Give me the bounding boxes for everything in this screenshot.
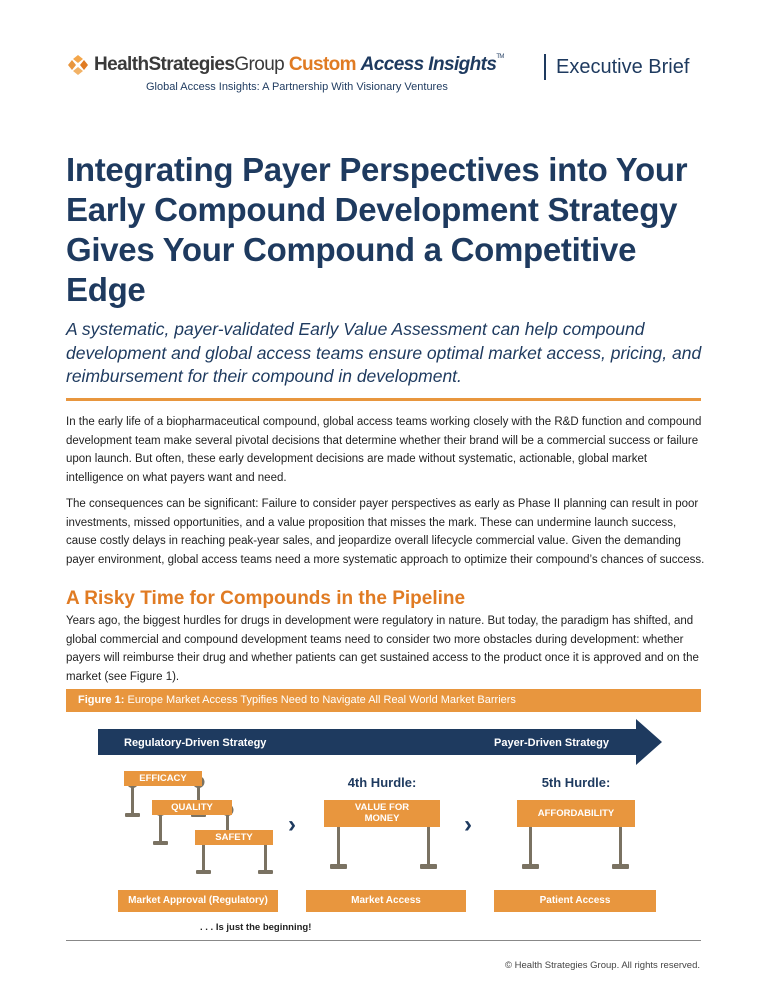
logo-trademark: TM [496,54,504,60]
chevron-right-icon: › [464,811,472,838]
fourth-hurdle-label: 4th Hurdle: [347,775,417,790]
copyright: © Health Strategies Group. All rights reserved. [505,960,700,971]
divider [66,398,701,401]
affordability-label: AFFORDABILITY [537,808,615,819]
quality-label: QUALITY [171,802,213,813]
page-title: Integrating Payer Perspectives into Your Early Compound Development Strategy Gives Your Compound a Competitive Edge [66,151,688,308]
header [66,50,706,100]
hurdles-diagram [66,712,706,942]
figure-caption-bar [66,689,701,712]
regulatory-strategy-label: Regulatory-Driven Strategy [124,737,267,749]
logo-health-strategies: HealthStrategies [94,54,235,75]
tagline: Global Access Insights: A Partnership With Visionary Ventures [146,81,448,93]
consequences-paragraph: The consequences can be significant: Failure to consider payer perspectives as early as Phase II planning can result in poor investments, missed opportunities, and a value proposition that misses the mark. These can undermine launch success, cause costly delays in reaching peak-year sales, and jeopardize overall lifecycle commercial value. Given the demanding payer environment, global access teams need a more systematic approach to optimize their compound’s chances of success. [66,498,705,566]
document-type: Executive Brief [556,56,690,78]
logo-group: Group [234,54,285,75]
section-heading: A Risky Time for Compounds in the Pipeline [66,588,466,609]
logo-wordmark [94,54,504,76]
intro-paragraph: In the early life of a biopharmaceutical compound, global access teams working closely with the R&D function and compound development team make several pivotal decisions that determine whether their brand will be a commercial success or failure upon launch. But often, these early development decisions are made without systematic, actionable, global market intelligence on what payers want and need. [66,416,702,484]
header-divider [544,54,546,80]
patient-access-box: Patient Access [494,890,656,912]
value-for-money-label: VALUE FOR MONEY [354,802,410,824]
payer-strategy-label: Payer-Driven Strategy [494,737,609,749]
footer-divider [66,940,701,941]
figure-caption: Europe Market Access Typifies Need to Navigate All Real World Market Barriers [127,694,516,706]
logo-access-insights: Access Insights [360,54,497,75]
safety-label: SAFETY [215,832,253,843]
chevron-right-icon: › [288,811,296,838]
logo-mark-icon [66,53,90,77]
fifth-hurdle-label: 5th Hurdle: [541,775,611,790]
market-access-box: Market Access [306,890,466,912]
efficacy-label: EFFICACY [139,773,187,784]
figure-label: Figure 1: [78,694,125,706]
market-approval-box: Market Approval (Regulatory) [118,890,278,912]
section-paragraph: Years ago, the biggest hurdles for drugs in development were regulatory in nature. But today, the paradigm has shifted, and global commercial and compound development teams need to consider two more obstacles during development: whether payers will reimburse their drug and whether patients can get sustained access to the product once it is approved and on the market (see Figure 1). [66,615,699,683]
logo-custom: Custom [288,54,356,75]
beginning-note: . . . Is just the beginning! [200,922,312,933]
subtitle: A systematic, payer-validated Early Value Assessment can help compound development and global access teams ensure optimal market access, pricing, and reimbursement for their compound in development. [66,319,702,386]
